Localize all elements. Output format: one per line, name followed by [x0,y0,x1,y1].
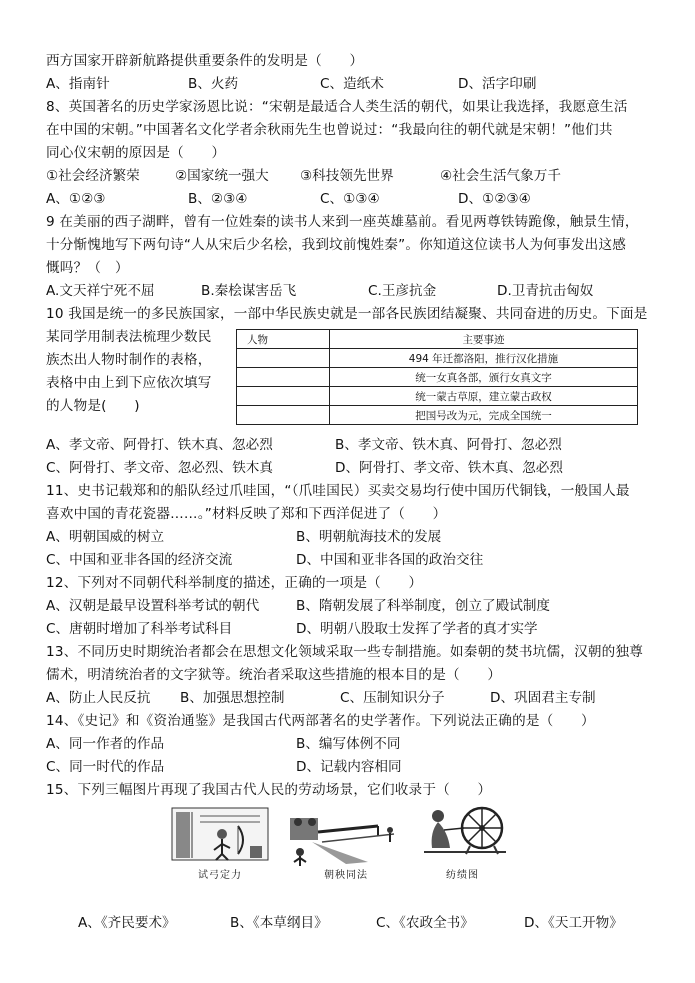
q11-option-a: A、明朝国威的树立 [46,529,165,545]
table-cell-blank [237,387,330,406]
caption-2: 朝秧同法 [324,870,368,881]
q13-option-d: D、巩固君主专制 [490,690,596,706]
q14-option-b: B、编写体例不同 [296,736,401,752]
q9-line-1: 9 在美丽的西子湖畔，曾有一位姓秦的读书人来到一座英雄墓前。看见两尊铁铸跪像，触景生情， [46,214,639,230]
table-cell-deed: 统一蒙古草原，建立蒙古政权 [330,387,638,406]
q13-line-1: 13、不同历史时期统治者都会在思想文化领域采取一些专制措施。如秦朝的焚书坑儒，汉朝的独尊 [46,644,644,660]
q10-option-b: B、孝文帝、铁木真、阿骨打、忽必烈 [335,437,562,453]
q8-item-2: ②国家统一强大 [175,168,269,184]
q14-option-c: C、同一时代的作品 [46,759,165,775]
spinning-wheel-illustration [420,802,510,862]
q15-option-c: C、《农政全书》 [376,915,474,931]
q9-option-a: A.文天祥宁死不屈 [46,283,155,299]
table-row [237,349,638,368]
q10-line-1: 10 我国是统一的多民族国家，一部中华民族史就是一部各民族团结凝聚、共同奋进的历史。下面是 [46,306,648,322]
q9-line-3: 慨吗？（ ） [46,260,129,276]
rice-irrigation-illustration [282,812,404,870]
q11-option-d: D、中国和亚非各国的政治交往 [296,552,484,568]
table-cell-blank [237,406,330,425]
q8-option-c: C、①③④ [320,191,380,207]
q12-option-d: D、明朝八股取士发挥了学者的真才实学 [296,621,538,637]
q8-item-1: ①社会经济繁荣 [46,168,140,184]
q7-option-d: D、活字印刷 [458,76,537,92]
q13-line-2: 儒术，明清统治者的文字狱等。统治者采取这些措施的根本目的是（ ） [46,667,502,683]
q10-option-a: A、孝文帝、阿骨打、铁木真、忽必烈 [46,437,273,453]
q11-line-1: 11、史书记载郑和的船队经过爪哇国，“（爪哇国民）买卖交易均行使中国历代铜钱，一般国人最 [46,483,630,499]
q14-option-a: A、同一作者的作品 [46,736,165,752]
q10-line-2: 某同学用制表法梳理少数民 [46,329,212,345]
q15-stem: 15、下列三幅图片再现了我国古代人民的劳动场景，它们收录于（ ） [46,782,492,798]
q13-option-a: A、防止人民反抗 [46,690,151,706]
caption-3: 纺绩图 [446,870,479,881]
table-cell-deed: 494 年迁都洛阳，推行汉化措施 [330,349,638,368]
q8-item-4: ④社会生活气象万千 [440,168,561,184]
q9-option-b: B.秦桧谋害岳飞 [201,283,297,299]
q10-option-d: D、阿骨打、孝文帝、铁木真、忽必烈 [335,460,563,476]
q14-stem: 14、《史记》和《资治通鉴》是我国古代两部著名的史学著作。下列说法正确的是（ ） [46,713,595,729]
q11-option-c: C、中国和亚非各国的经济交流 [46,552,233,568]
q13-option-b: B、加强思想控制 [180,690,285,706]
q9-option-d: D.卫青抗击匈奴 [497,283,594,299]
q15-option-d: D、《天工开物》 [524,915,623,931]
q13-option-c: C、压制知识分子 [340,690,445,706]
table-cell-blank [237,368,330,387]
q12-option-a: A、汉朝是最早设置科举考试的朝代 [46,598,260,614]
q12-option-c: C、唐朝时增加了科举考试科目 [46,621,233,637]
q9-line-2: 十分惭愧地写下两句诗“人从宋后少名桧，我到坟前愧姓秦”。你知道这位读书人为何事发出这感 [46,237,627,253]
bow-testing-illustration [170,806,270,874]
q8-option-a: A、①②③ [46,191,106,207]
q7-stem: 西方国家开辟新航路提供重要条件的发明是（ ） [46,53,364,69]
q10-option-c: C、阿骨打、孝文帝、忽必烈、铁木真 [46,460,273,476]
q11-line-2: 喜欢中国的青花瓷器……。”材料反映了郑和下西洋促进了（ ） [46,506,447,522]
q15-option-a: A、《齐民要术》 [78,915,176,931]
table-row [237,368,638,387]
q10-line-4: 表格中由上到下应依次填写 [46,375,212,391]
q15-option-b: B、《本草纲目》 [230,915,328,931]
table-cell-deed: 把国号改为元，完成全国统一 [330,406,638,425]
q8-line-2: 在中国的宋朝。”中国著名文化学者余秋雨先生也曾说过：“我最向往的朝代就是宋朝！”他们共 [46,122,613,138]
table-cell-blank [237,349,330,368]
q7-option-b: B、火药 [188,76,239,92]
q12-option-b: B、隋朝发展了科举制度，创立了殿试制度 [296,598,551,614]
q7-option-a: A、指南针 [46,76,110,92]
q8-line-3: 同心仪宋朝的原因是（ ） [46,145,226,161]
q9-option-c: C.王彦抗金 [368,283,437,299]
caption-1: 试弓定力 [198,870,242,881]
q8-option-b: B、②③④ [188,191,248,207]
q12-stem: 12、下列对不同朝代科举制度的描述，正确的一项是（ ） [46,575,423,591]
q8-item-3: ③科技领先世界 [300,168,394,184]
q14-option-d: D、记载内容相同 [296,759,402,775]
table-cell-deed: 统一女真各部，颁行女真文字 [330,368,638,387]
q10-line-3: 族杰出人物时制作的表格， [46,352,212,368]
table-header-deeds: 主要事迹 [330,330,638,349]
q10-line-5: 的人物是( ) [46,398,140,414]
q11-option-b: B、明朝航海技术的发展 [296,529,442,545]
table-row [237,387,638,406]
table-header-person: 人物 [237,330,330,349]
q8-line-1: 8、英国著名的历史学家汤恩比说：“宋朝是最适合人类生活的朝代，如果让我选择，我愿意生活 [46,99,628,115]
table-row [237,406,638,425]
q7-option-c: C、造纸术 [320,76,384,92]
table-header-row [237,330,638,349]
q10-figure-table [236,329,638,425]
q8-option-d: D、①②③④ [458,191,531,207]
